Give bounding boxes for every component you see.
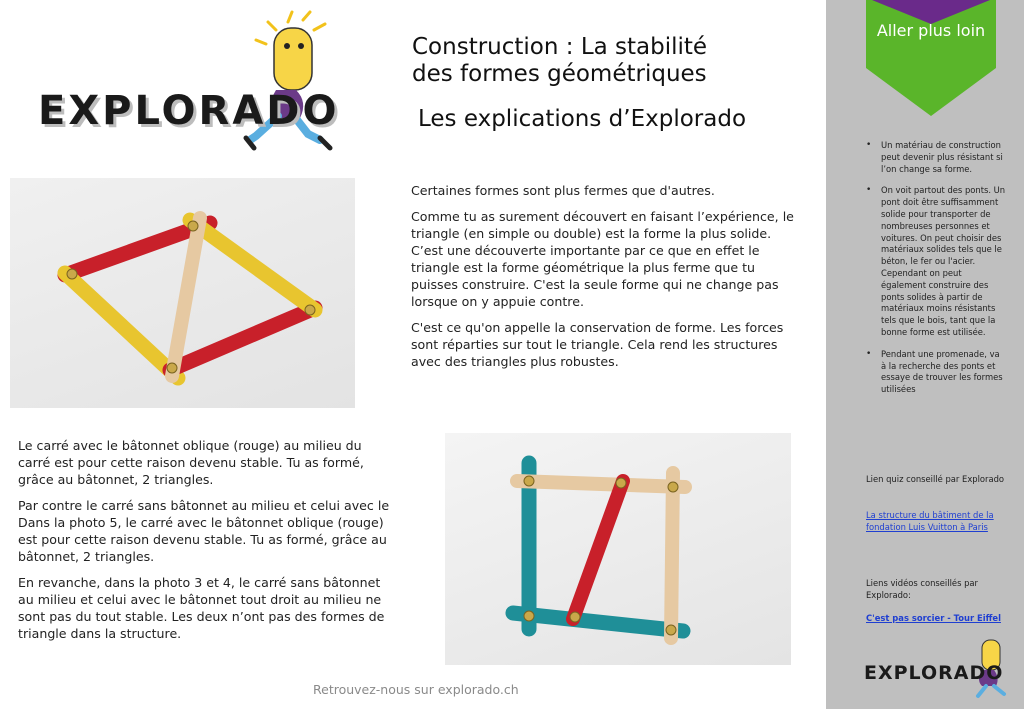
logo-wordmark-small: EXPLORADO [864,662,1004,684]
sidebar-list-item: • On voit partout des ponts. Un pont doit être suffisamment solide pour transporter de nombreuses personnes et voitures. On peut choisir des matériaux solides tels que le béton, le fer ou l'acier. Cependant on peut également construire des ponts solides à partir de matériaux moins résistants tels que le bois, tant que la bonne forme est utilisée. [866,185,1006,338]
logo-wordmark: EXPLORADO [38,88,340,134]
explorado-logo [38,10,338,155]
sidebar [826,0,1024,709]
sticks-illustration [513,463,685,638]
explanation-paragraph-1: Le carré avec le bâtonnet oblique (rouge) au milieu du carré est pour cette raison devenu stable. Tu as formé, grâce au bâtonnet, 2 triangles. [18,438,364,487]
banner-title: Aller plus loin [876,21,986,40]
intro-text [411,182,796,379]
photo-parallelogram-sticks [10,178,355,408]
sidebar-list-item: • Un matériau de construction peut devenir plus résistant si l’on change sa forme. [866,140,1006,175]
intro-paragraph-2: Comme tu as surement découvert en faisant l’expérience, le triangle (en simple ou double) est la forme la plus solide. C’est une découverte importante par ce que en effet le triangle est la forme géométrique la plus ferme que tu puisses construire. C'est la seule forme qui ne change pas lorsque on y appuie contre. [411,209,794,309]
quiz-note: Lien quiz conseillé par Explorado [866,474,1005,484]
page-title-line1: Construction : La stabilité [412,34,708,60]
explanation-paragraph-3: En revanche, dans la photo 3 et 4, le carré sans bâtonnet au milieu et celui avec le bâtonnet tout droit au milieu ne sont pas du tout stable. Les deux n’ont pas des formes de triangle dans la structure. [18,575,385,641]
page-subtitle: Les explications d’Explorado [418,106,747,132]
explanation-text [18,437,390,651]
banner-icon [866,0,996,116]
page-title-line2: des formes géométriques [412,61,707,87]
page-title [412,34,812,88]
photo-square-sticks [445,433,791,665]
sidebar-list-item: • Pendant une promenade, va à la recherche des ponts et essaye de trouver les formes utilisées [866,349,1006,396]
sidebar-list [866,140,1006,406]
explanation-paragraph-2: Par contre le carré sans bâtonnet au milieu et celui avec le Dans la photo 5, le carré avec le bâtonnet oblique (rouge) est pour cette raison devenu stable. Tu as formé, grâce au bâtonnet, 2 triangles. [18,498,390,564]
video-note: Liens vidéos conseillés par Explorado: [866,578,978,600]
intro-paragraph-1: Certaines formes sont plus fermes que d'autres. [411,183,715,198]
sticks-illustration [65,218,315,378]
quiz-link[interactable]: La structure du bâtiment de la fondation Luis Vuitton à Paris [866,510,994,532]
intro-paragraph-3: C'est ce qu'on appelle la conservation de forme. Les forces sont réparties sur tout le triangle. Cela rend les structures avec des triangles plus robustes. [411,320,784,369]
explorado-logo-small [864,634,1014,700]
video-link[interactable]: C'est pas sorcier - Tour Eiffel [866,613,1001,623]
footer-text: Retrouvez-nous sur explorado.ch [313,682,519,697]
